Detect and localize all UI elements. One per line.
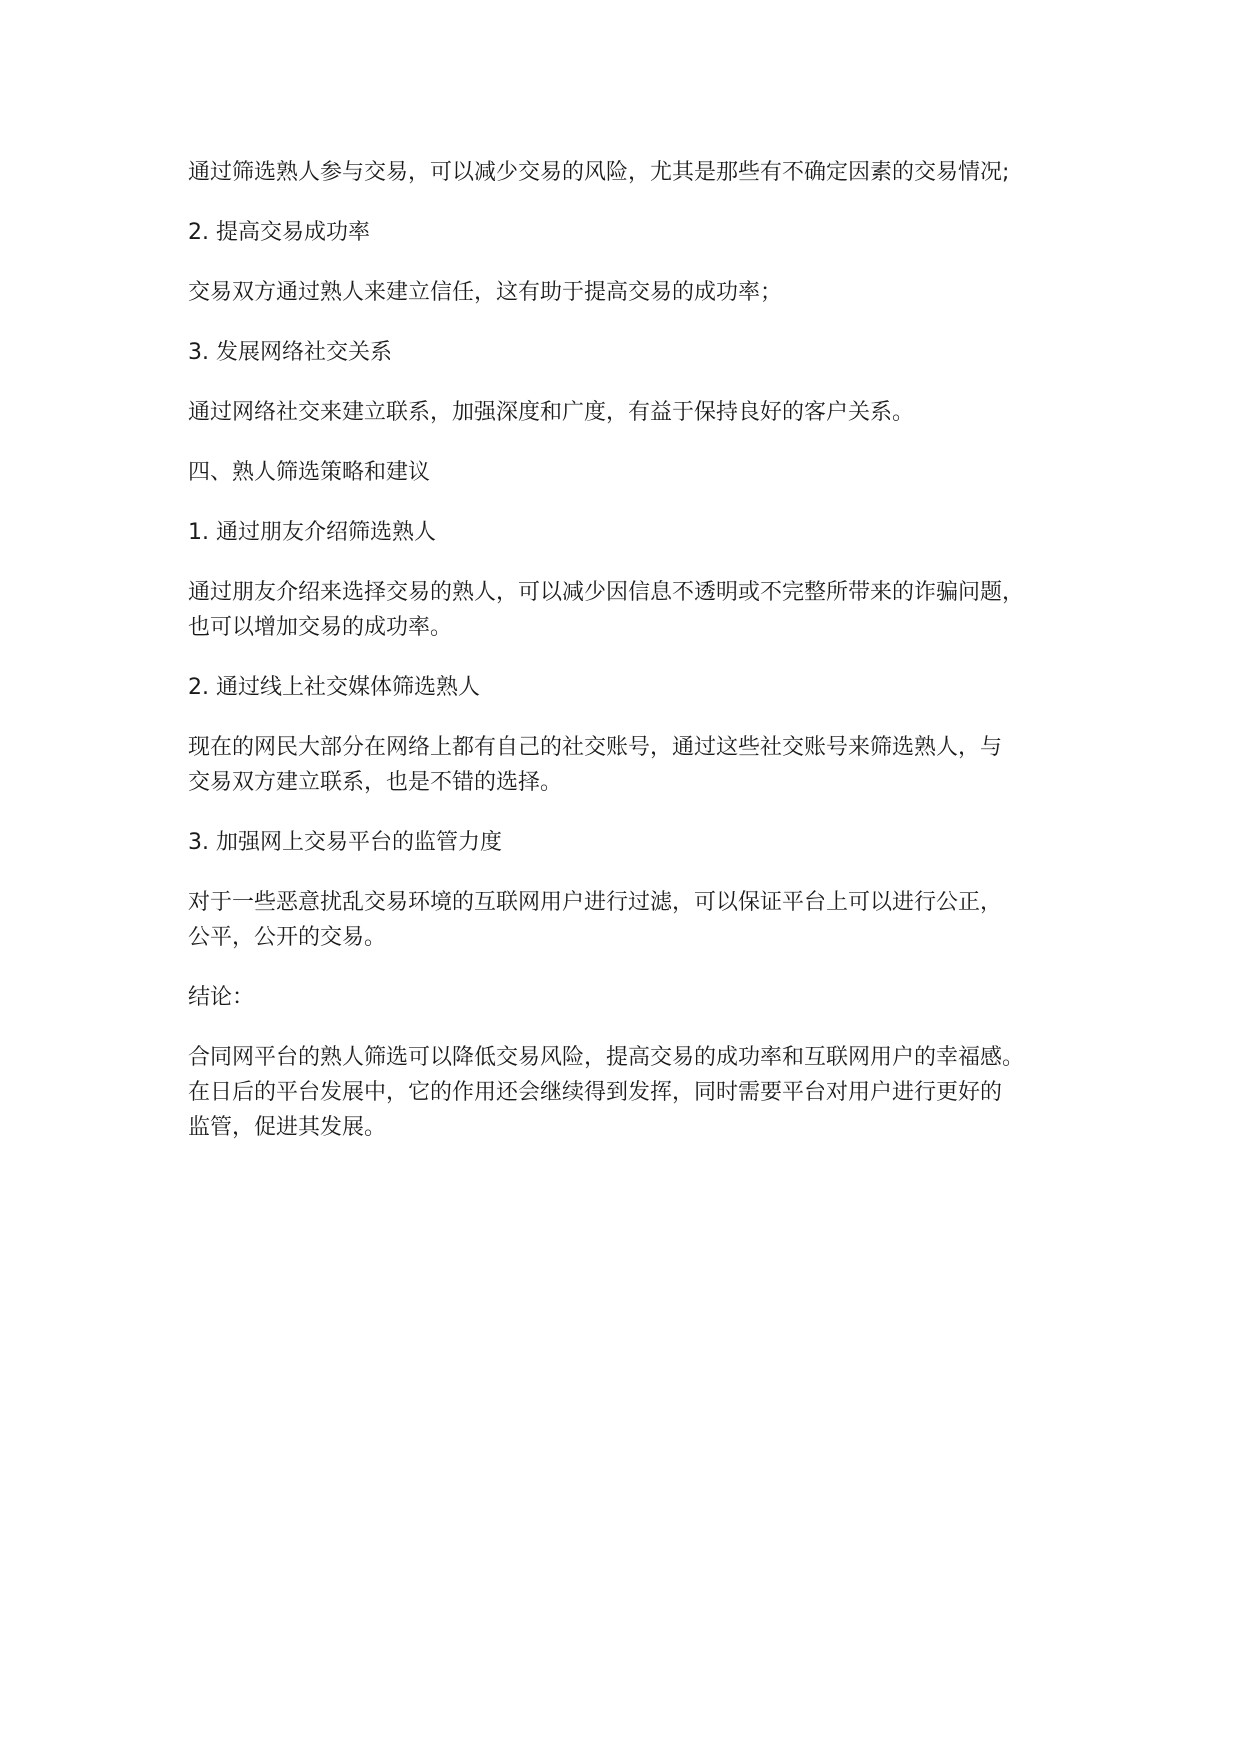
paragraph-platform-supervision [188,885,1088,955]
text-line: 通过朋友介绍来选择交易的熟人，可以减少因信息不透明或不完整所带来的诈骗问题， [188,580,1025,605]
text-line: 也可以增加交易的成功率。 [188,615,453,640]
text-line: 现在的网民大部分在网络上都有自己的社交账号，通过这些社交账号来筛选熟人，与 [188,735,1003,760]
text-line: 对于一些恶意扰乱交易环境的互联网用户进行过滤，可以保证平台上可以进行公正， [188,890,1003,915]
heading-conclusion [188,980,1088,1015]
document-body [188,155,1088,1170]
text-line: 交易双方通过熟人来建立信任，这有助于提高交易的成功率； [188,280,783,305]
text-line: 在日后的平台发展中，它的作用还会继续得到发挥，同时需要平台对用户进行更好的 [188,1080,1003,1105]
heading-platform-supervision [188,825,1088,860]
paragraph-social-network [188,395,1088,430]
heading-social-media [188,670,1088,705]
paragraph-risk-reduction [188,155,1088,190]
text-line: 通过网络社交来建立联系，加强深度和广度，有益于保持良好的客户关系。 [188,400,915,425]
text-line: 2. 提高交易成功率 [188,220,370,245]
section-heading-strategies [188,455,1088,490]
text-line: 交易双方建立联系，也是不错的选择。 [188,770,563,795]
text-line: 四、熟人筛选策略和建议 [188,460,431,485]
text-line: 合同网平台的熟人筛选可以降低交易风险，提高交易的成功率和互联网用户的幸福感。 [188,1045,1025,1070]
paragraph-social-media [188,730,1088,800]
heading-improve-success-rate [188,215,1088,250]
heading-social-relations [188,335,1088,370]
text-line: 公平，公开的交易。 [188,925,387,950]
text-line: 2. 通过线上社交媒体筛选熟人 [188,675,480,700]
paragraph-build-trust [188,275,1088,310]
text-line: 结论： [188,985,255,1010]
heading-friend-referral [188,515,1088,550]
text-line: 监管，促进其发展。 [188,1115,387,1140]
text-line: 1. 通过朋友介绍筛选熟人 [188,520,436,545]
paragraph-conclusion [188,1040,1088,1145]
text-line: 3. 发展网络社交关系 [188,340,392,365]
text-line: 3. 加强网上交易平台的监管力度 [188,830,502,855]
paragraph-friend-referral [188,575,1088,645]
text-line: 通过筛选熟人参与交易，可以减少交易的风险，尤其是那些有不确定因素的交易情况; [188,160,1010,185]
